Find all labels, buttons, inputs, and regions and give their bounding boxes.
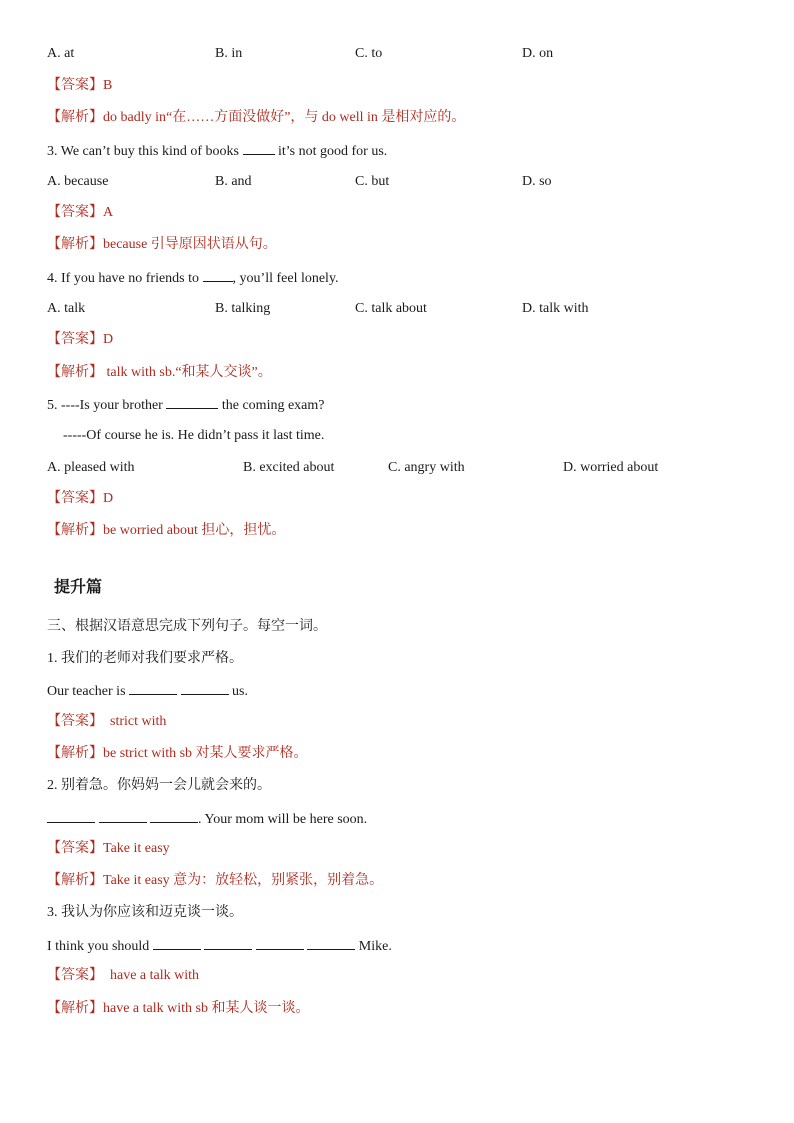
answer-value: Take it easy: [103, 841, 170, 856]
q4-analysis: [47, 364, 272, 382]
analysis-text: do badly in“在……方面没做好”，与 do well in 是相对应的。: [103, 110, 466, 125]
q5-reply: -----Of course he is. He didn’t pass it last time.: [63, 428, 325, 443]
s3-english-after: Mike.: [358, 939, 392, 954]
s3-english: [47, 936, 392, 956]
q4-stem: [47, 268, 339, 288]
s2-blank-1: [47, 809, 95, 823]
s3-blank-2: [204, 936, 252, 950]
analysis-text: because 引导原因状语从句。: [103, 237, 277, 252]
q3-stem-after: it’s not good for us.: [278, 144, 388, 159]
q3-stem: [47, 141, 387, 161]
q3-answer: [47, 204, 113, 222]
q4-option-b: B. talking: [215, 301, 271, 316]
analysis-label: 【解析】: [47, 365, 103, 380]
analysis-text: talk with sb.“和某人交谈”。: [106, 365, 272, 380]
s2-blank-2: [99, 809, 147, 823]
q4-option-a: A. talk: [47, 301, 86, 316]
q5-option-c: C. angry with: [388, 460, 465, 475]
q4-answer: [47, 331, 113, 349]
q4-stem-after: , you’ll feel lonely.: [232, 271, 339, 286]
analysis-text: be strict with sb 对某人要求严格。: [103, 746, 308, 761]
answer-value: B: [103, 78, 113, 93]
q5-answer: [47, 490, 113, 508]
answer-value: D: [103, 491, 114, 506]
s2-english: [47, 809, 367, 829]
analysis-label: 【解析】: [47, 746, 103, 761]
q3-blank: [243, 141, 275, 155]
answer-label: 【答案】: [47, 78, 103, 93]
s2-blank-3: [150, 809, 198, 823]
answer-label: 【答案】: [47, 714, 103, 729]
q2-option-b: B. in: [215, 46, 243, 61]
q3-stem-before: 3. We can’t buy this kind of books: [47, 144, 240, 159]
s3-answer: [47, 967, 199, 985]
s1-english-before: Our teacher is: [47, 684, 126, 699]
analysis-label: 【解析】: [47, 1001, 103, 1016]
answer-value: strict with: [110, 714, 167, 729]
section-title: 提升篇: [54, 579, 103, 596]
q3-option-d: D. so: [522, 174, 552, 189]
s1-blank-1: [129, 681, 177, 695]
q2-option-c: C. to: [355, 46, 383, 61]
answer-label: 【答案】: [47, 491, 103, 506]
s1-analysis: [47, 745, 308, 763]
q4-blank: [203, 268, 233, 282]
analysis-label: 【解析】: [47, 523, 103, 538]
q5-stem: [47, 395, 325, 415]
s1-answer: [47, 713, 166, 731]
s2-english-after: . Your mom will be here soon.: [198, 812, 368, 827]
analysis-text: be worried about 担心，担忧。: [103, 523, 286, 538]
q5-option-a: A. pleased with: [47, 460, 135, 475]
s1-chinese: 1. 我们的老师对我们要求严格。: [47, 651, 243, 666]
q5-option-b: B. excited about: [243, 460, 335, 475]
analysis-label: 【解析】: [47, 873, 103, 888]
answer-label: 【答案】: [47, 841, 103, 856]
q5-blank: [166, 395, 218, 409]
q2-option-a: A. at: [47, 46, 75, 61]
answer-value: A: [103, 205, 114, 220]
s3-analysis: [47, 1000, 309, 1018]
answer-value: have a talk with: [110, 968, 200, 983]
analysis-label: 【解析】: [47, 110, 103, 125]
s3-blank-4: [307, 936, 355, 950]
q5-stem-before: 5. ----Is your brother: [47, 398, 163, 413]
s2-analysis: [47, 872, 383, 890]
q3-option-b: B. and: [215, 174, 252, 189]
answer-value: D: [103, 332, 114, 347]
analysis-text: Take it easy 意为：放轻松，别紧张，别着急。: [103, 873, 384, 888]
s3-blank-1: [153, 936, 201, 950]
q5-option-d: D. worried about: [563, 460, 659, 475]
s3-english-before: I think you should: [47, 939, 150, 954]
q4-stem-before: 4. If you have no friends to: [47, 271, 200, 286]
answer-label: 【答案】: [47, 968, 103, 983]
section-instruction: 三、根据汉语意思完成下列句子。每空一词。: [47, 619, 327, 634]
q5-analysis: [47, 522, 285, 540]
q2-analysis: [47, 109, 465, 127]
q3-option-c: C. but: [355, 174, 390, 189]
answer-label: 【答案】: [47, 205, 103, 220]
q4-option-d: D. talk with: [522, 301, 589, 316]
s3-chinese: 3. 我认为你应该和迈克谈一谈。: [47, 905, 243, 920]
q4-option-c: C. talk about: [355, 301, 427, 316]
q5-stem-after: the coming exam?: [221, 398, 325, 413]
s1-english: [47, 681, 248, 701]
q2-answer: [47, 77, 112, 95]
s2-answer: [47, 840, 170, 858]
s1-blank-2: [181, 681, 229, 695]
s2-chinese: 2. 别着急。你妈妈一会儿就会来的。: [47, 778, 271, 793]
q3-option-a: A. because: [47, 174, 109, 189]
analysis-text: have a talk with sb 和某人谈一谈。: [103, 1001, 310, 1016]
s1-english-after: us.: [232, 684, 248, 699]
q3-analysis: [47, 236, 277, 254]
s3-blank-3: [256, 936, 304, 950]
answer-label: 【答案】: [47, 332, 103, 347]
analysis-label: 【解析】: [47, 237, 103, 252]
q2-option-d: D. on: [522, 46, 554, 61]
